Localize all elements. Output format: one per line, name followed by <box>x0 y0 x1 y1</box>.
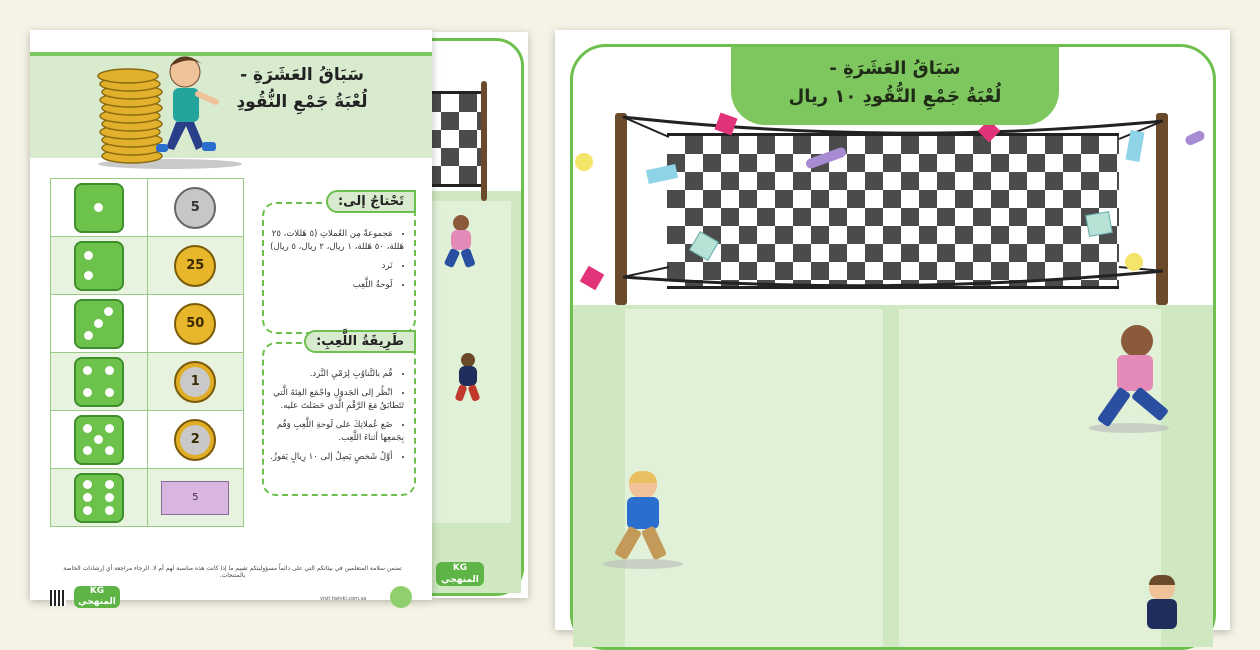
list-item: • ضَع عُملاتِكَ على لَوحةِ اللَّعِبِ وَقُم بِجَمعِها أثناءَ اللَّعِب. <box>270 419 404 445</box>
confetti-piece <box>575 153 593 171</box>
table-row <box>51 294 243 352</box>
confetti-piece <box>1125 253 1143 271</box>
title-line-1: سَبَاقُ العَشَرَةِ - <box>829 58 961 79</box>
sheet-title <box>192 62 412 116</box>
table-row <box>51 468 243 526</box>
game-board-sheet <box>555 30 1230 630</box>
die-face-1 <box>74 183 124 233</box>
table-row <box>51 352 243 410</box>
dice-money-table <box>50 178 244 527</box>
list-item: • قُم بالتَّناوُبِ لِرَمْيِ النَّرد. <box>270 368 404 381</box>
howto-panel <box>262 334 416 496</box>
list-item: • مَجموعةٌ مِن العُملاتِ (٥ هَللات، ٢٥ هَللة، ٥٠ هَللة، ١ ريال، ٢ ريال، ٥ ريال) <box>270 228 404 254</box>
title-line-2: لُعْبَةُ جَمْعِ النُّقُودِ ١٠ ريال <box>788 86 1002 107</box>
die-face-6 <box>74 473 124 523</box>
die-face-3 <box>74 299 124 349</box>
banknote-icon: 5 <box>161 481 229 515</box>
die-face-5 <box>74 415 124 465</box>
table-row <box>51 236 243 294</box>
title-line-2: لُعْبَةُ جَمْعِ النُّقُودِ <box>236 92 368 112</box>
table-row <box>51 410 243 468</box>
needs-panel <box>262 194 416 334</box>
rules-sheet <box>30 30 432 607</box>
confetti-piece <box>1085 211 1112 237</box>
die-face-4 <box>74 357 124 407</box>
board-frame <box>570 44 1216 650</box>
table-row <box>51 179 243 236</box>
coin-icon: 50 <box>174 303 216 345</box>
brand-badge-icon <box>390 586 412 608</box>
list-item: • نَرد <box>270 260 404 273</box>
list-item: • لَوحةُ اللَّعِب <box>270 279 404 292</box>
safety-note: تضمن سلامة المتعلمين في بيئاتكم التي على دائماً مسؤوليتكم تقييم ما إذا كانت هذه مناسبة لهم أم لا. الرجاء مراجعة أي إرشادات الخاصة بالمنتجات. <box>63 565 402 579</box>
coin-icon: 2 <box>174 419 216 461</box>
howto-heading: طَرِيقَةُ اللَّعِبِ: <box>304 330 416 353</box>
brand-logo: KG المنهجي <box>436 562 484 586</box>
coin-icon: 25 <box>174 245 216 287</box>
die-face-2 <box>74 241 124 291</box>
coin-icon: 1 <box>174 361 216 403</box>
qr-code-icon <box>50 590 66 606</box>
list-item: • أوَّلُ شَخصٍ يَصِلُ إلى ١٠ رِيالٍ يَفوزُ. <box>270 451 404 464</box>
title-line-1: سَبَاقُ العَشَرَةِ - <box>240 65 364 85</box>
confetti-piece <box>580 266 605 291</box>
brand-logo: KG المنهجي <box>74 586 120 608</box>
needs-list <box>264 204 414 306</box>
list-item: • انْظُر إلى الجَدوَلِ واجْمَع الفِئةَ الَّتي تَتَطابَقُ مَعَ الرَّقْمِ الَّذي حَصَلتَ عليه. <box>270 387 404 413</box>
howto-list <box>264 344 414 478</box>
game-board-sheet-partial <box>432 32 528 598</box>
footer-url: visit twinkl.com.sa <box>320 596 367 602</box>
confetti-piece <box>1184 129 1206 147</box>
board-title <box>731 47 1059 125</box>
coin-icon: 5 <box>174 187 216 229</box>
race-lane-left <box>625 309 883 647</box>
needs-heading: تَحْتاجُ إلى: <box>326 190 416 213</box>
